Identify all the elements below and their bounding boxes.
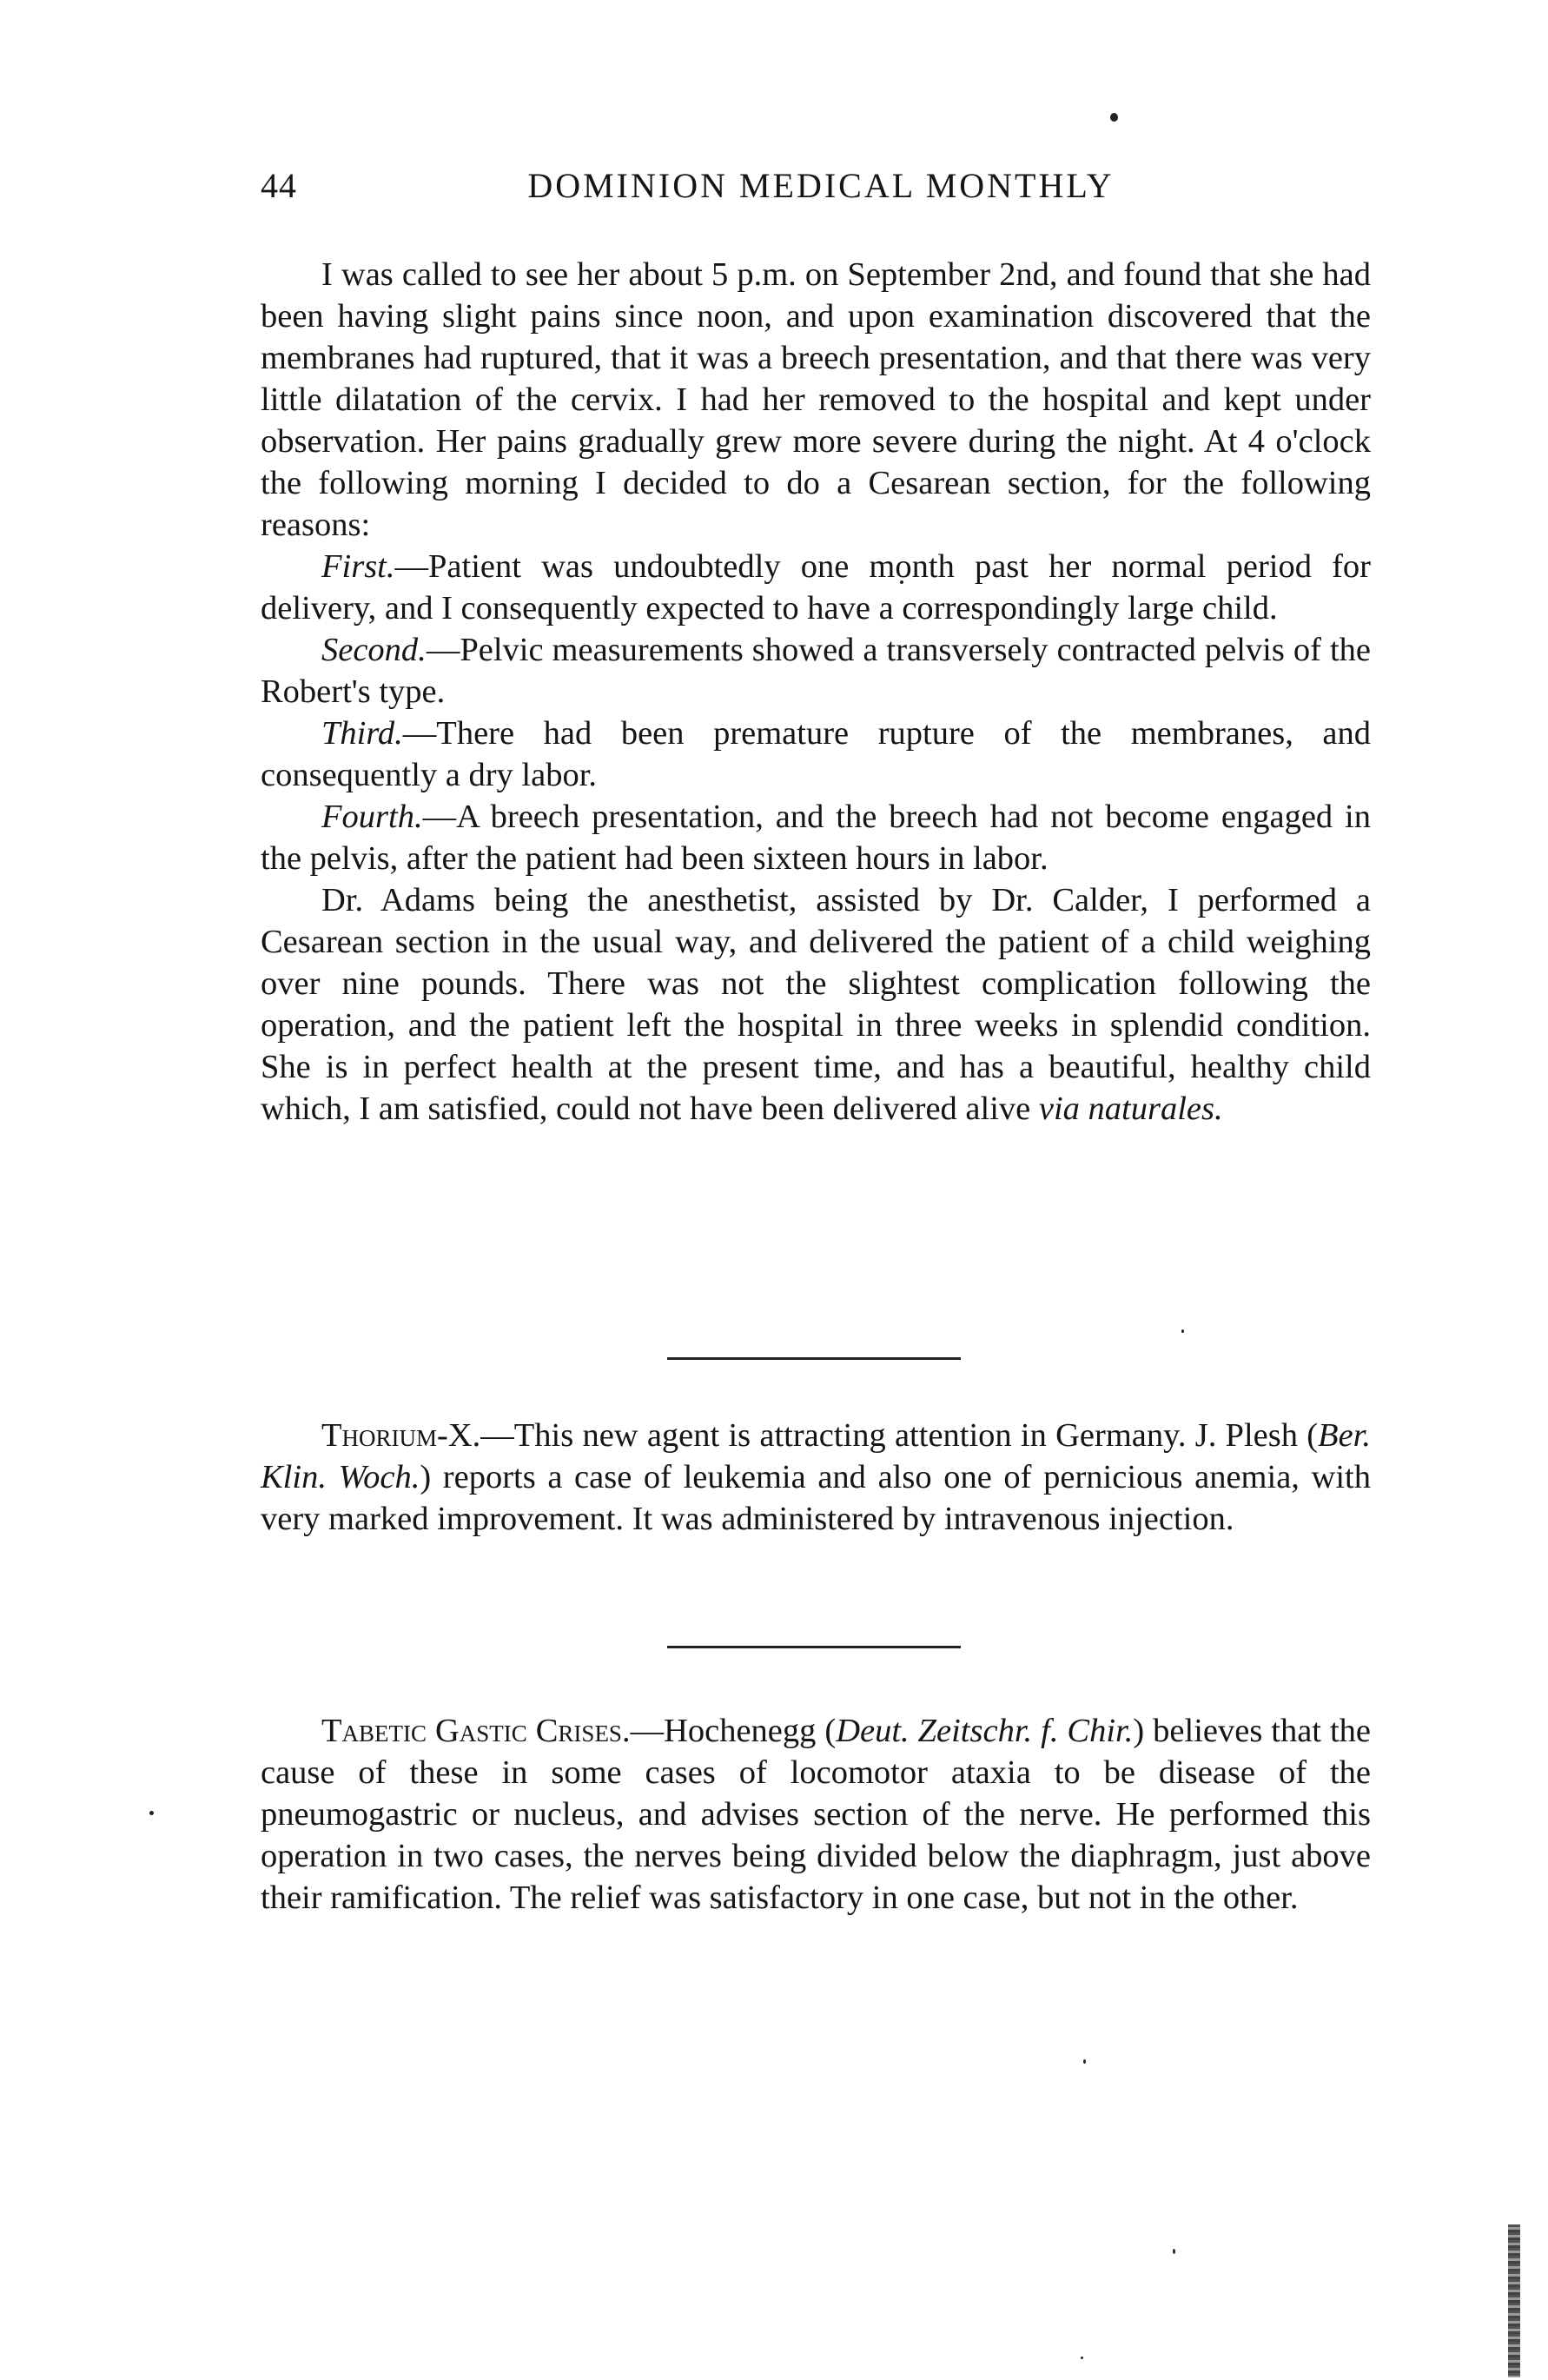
paragraph — [261, 254, 1371, 546]
ink-speck — [1083, 2059, 1086, 2064]
reason-first — [261, 546, 1371, 629]
tabetic-note — [261, 1710, 1371, 1919]
reason-label: Fourth. — [321, 799, 423, 835]
paragraph-text: ) reports a case of leukemia and also one of pernicious anemia, with very marked improvement. It was administered by intravenous injection. — [261, 1459, 1371, 1537]
paragraph-text: I was called to see her about 5 p.m. on September 2nd, and found that she had been having slight pains since noon, and upon examination discovered that the membranes had ruptured, that it was a breech presentation, and that there was very little dilatation of the cervix. I had her removed to the hospital and kept under observation. Her pains gradually grew more severe during the night. At 4 o'clock the following morning I decided to do a Cesarean section, for the following reasons: — [261, 256, 1371, 543]
article-body — [261, 254, 1371, 1130]
paragraph-text: —This new agent is attracting attention in Germany. J. Plesh ( — [480, 1417, 1319, 1454]
reason-label: Third. — [321, 715, 403, 752]
scan-edge-noise — [1508, 2224, 1520, 2377]
reason-label: First. — [321, 548, 395, 585]
ink-speck — [1081, 2357, 1083, 2359]
section-divider — [667, 1646, 961, 1648]
page-number: 44 — [261, 166, 297, 205]
journal-citation: Ber. Klin. Woch. — [261, 1417, 1371, 1495]
note-title: Tabetic Gastic Crises. — [321, 1713, 631, 1749]
paragraph-text: ) believes that the cause of these in some cases of locomotor ataxia to be disease of the pneumogastric or nucleus, and advises section of the nerve. He performed this operation in two cases, the nerves being divided below the diaphragm, just above their ramification. The relief was satisfactory in one case, but not in the other. — [261, 1713, 1372, 1916]
reason-text: —A breech presentation, and the breech had not become engaged in the pelvis, after the patient had been sixteen hours in labor. — [261, 799, 1371, 877]
paragraph-text: Dr. Adams being the anesthetist, assisted by Dr. Calder, I performed a Cesarean section in the usual way, and delivered the patient of a child weighing over nine pounds. There was not the slightest complication following the operation, and the patient left the hospital in three weeks in splendid condition. She is in perfect health at the present time, and has a beautiful, healthy child which, I am satisfied, could not have been delivered alive — [261, 882, 1371, 1127]
reason-text: —There had been premature rupture of the membranes, and consequently a dry labor. — [261, 715, 1371, 793]
reason-text: —Pelvic measurements showed a transversely contracted pelvis of the Robert's type. — [261, 632, 1371, 710]
journal-citation: Deut. Zeitschr. f. Chir. — [836, 1713, 1134, 1749]
reason-label: Second. — [321, 632, 427, 668]
running-title: DOMINION MEDICAL MONTHLY — [527, 166, 1115, 205]
paragraph-text: —Hochenegg ( — [630, 1713, 837, 1749]
paragraph — [261, 879, 1371, 1130]
ink-speck — [1110, 113, 1118, 122]
ink-speck — [1173, 2249, 1175, 2254]
latin-phrase: via naturales. — [1038, 1091, 1223, 1127]
paragraph — [261, 1710, 1371, 1919]
reason-text: —Patient was undoubtedly one month past her normal period for delivery, and I consequently expected to have a correspondingly large child. — [261, 548, 1371, 626]
section-divider — [667, 1357, 961, 1360]
thorium-note — [261, 1415, 1371, 1540]
reason-second — [261, 629, 1371, 713]
reason-third — [261, 713, 1371, 796]
page-header — [261, 165, 1381, 217]
reason-fourth — [261, 796, 1371, 879]
paragraph — [261, 1415, 1371, 1540]
note-title: Thorium-X. — [321, 1417, 481, 1454]
ink-speck — [1181, 1329, 1184, 1333]
ink-speck — [149, 1811, 154, 1815]
